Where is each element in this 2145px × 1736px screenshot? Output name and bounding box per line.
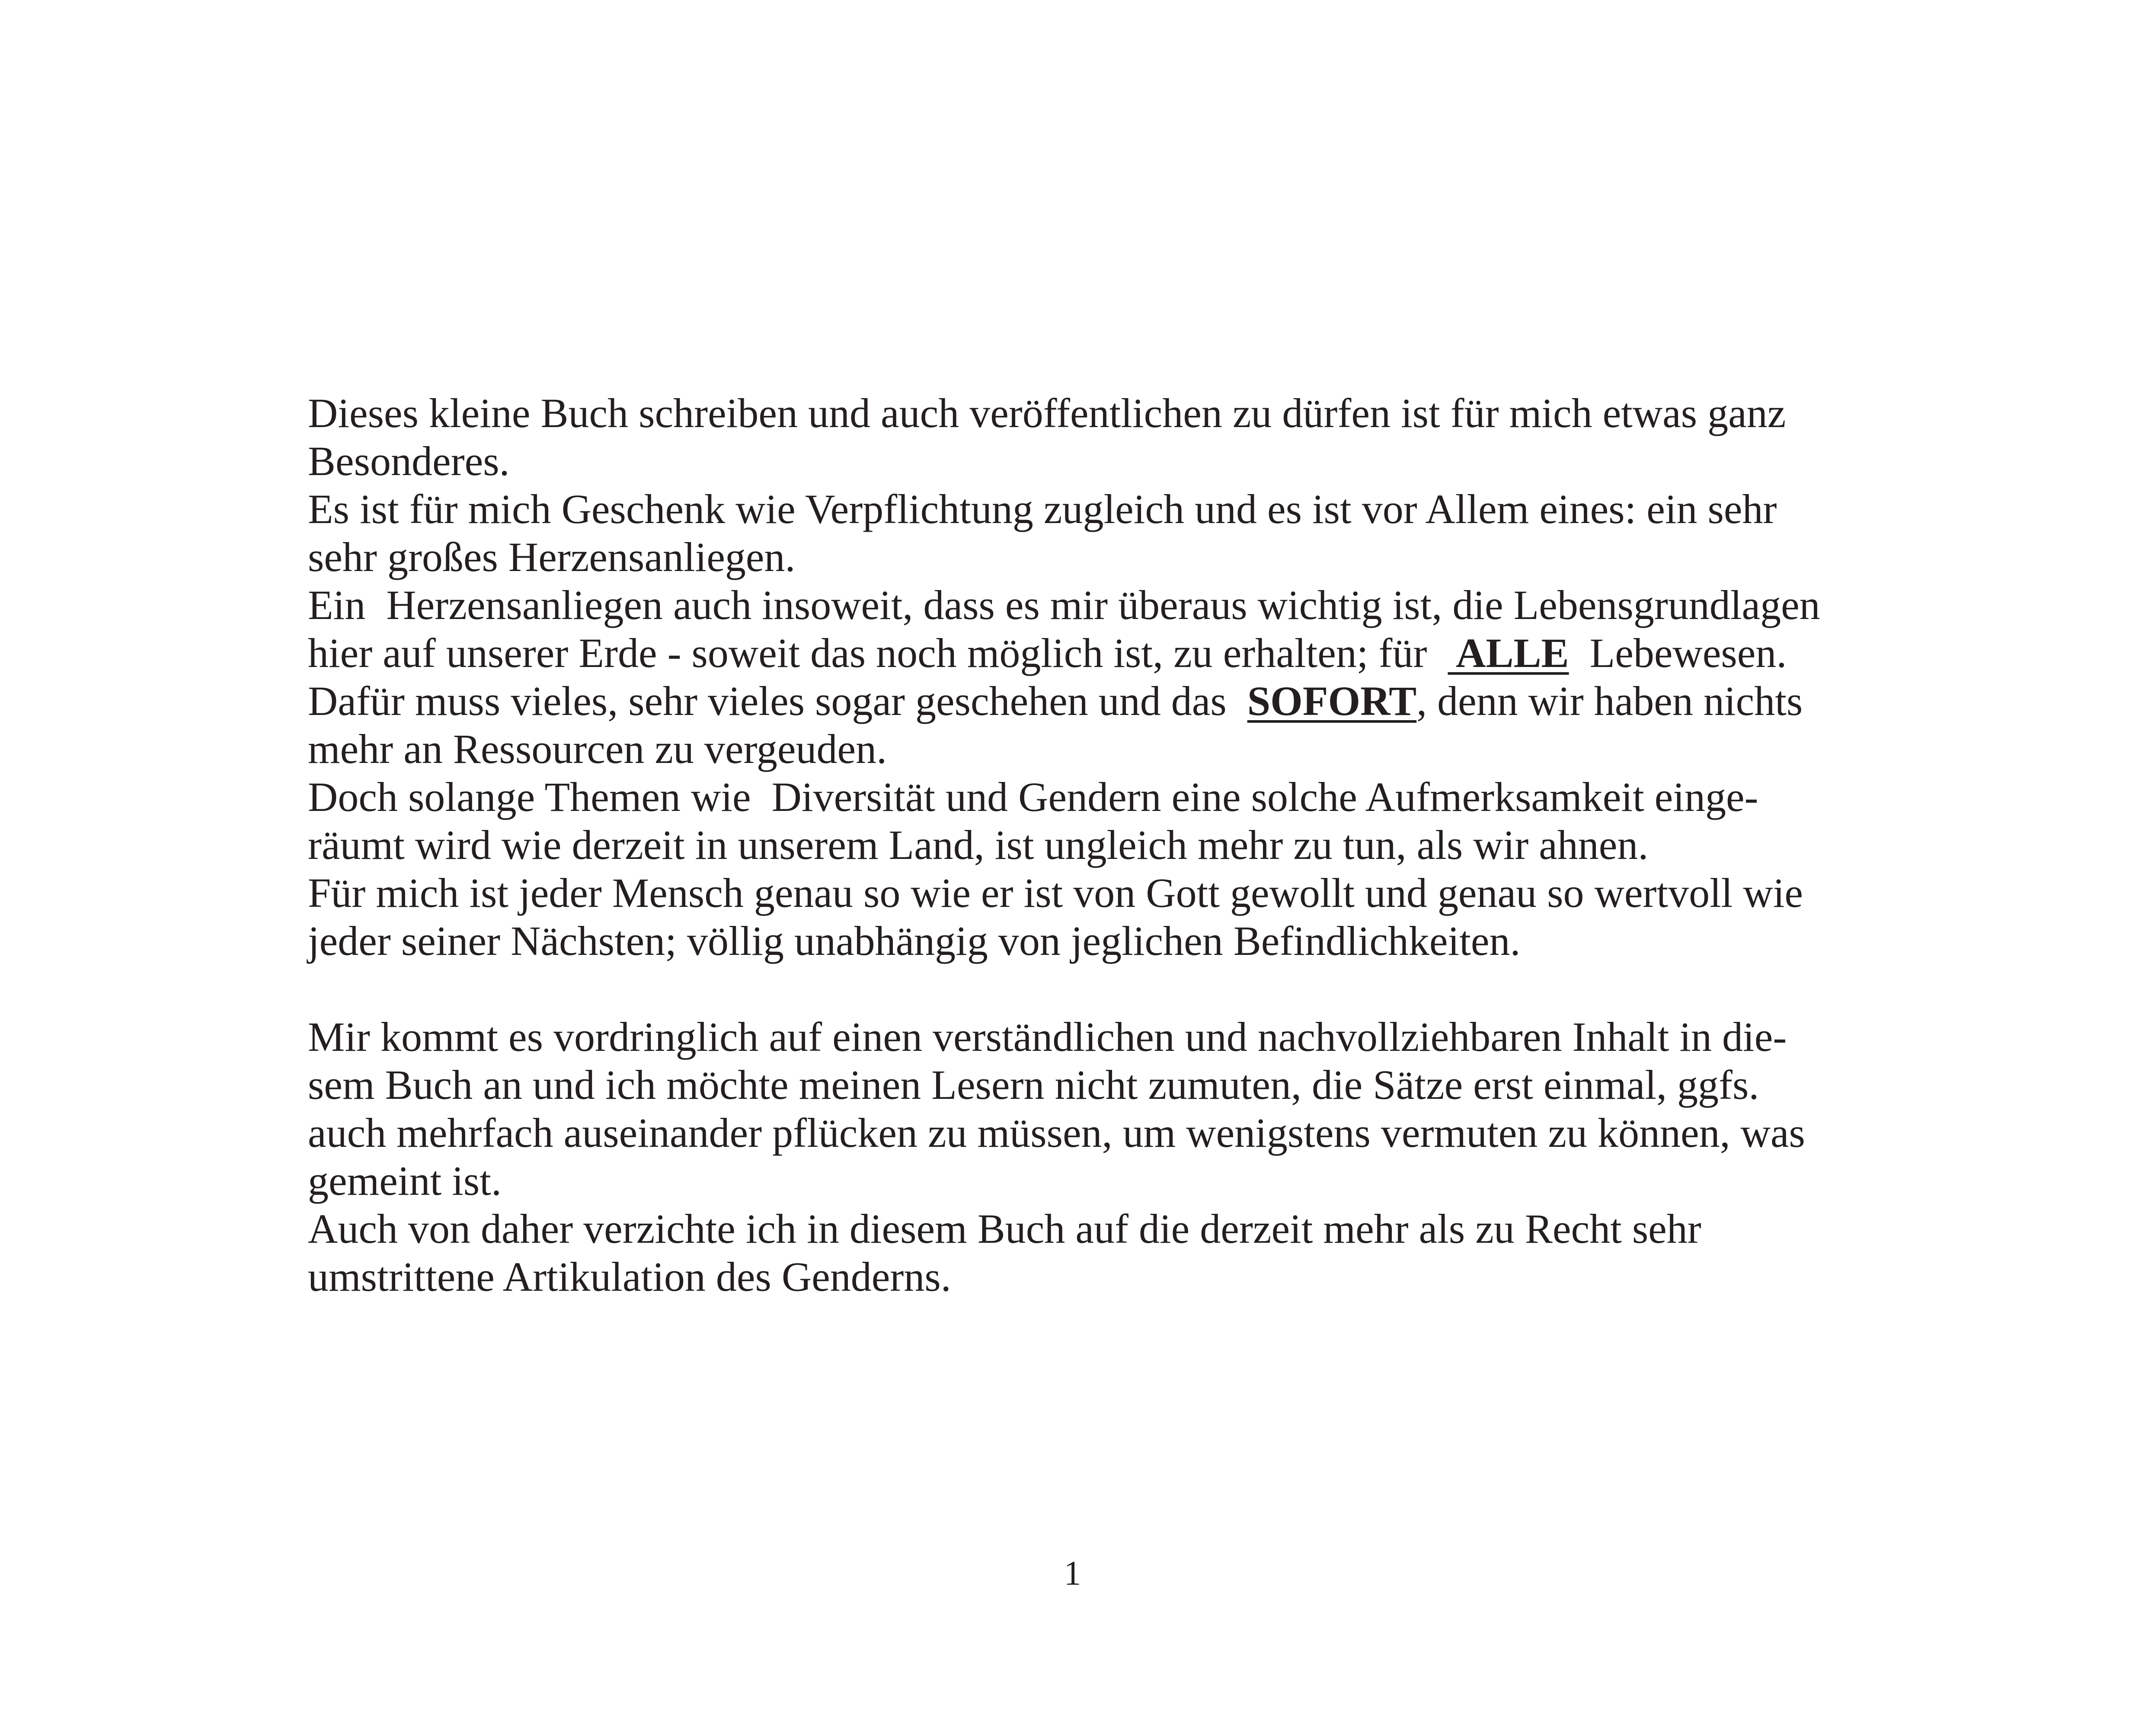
text-line: sehr großes Herzensanliegen. (308, 534, 796, 580)
text-line: Doch solange Themen wie Diversität und Gendern eine solche Aufmerksamkeit einge- (308, 774, 1758, 820)
text-line: Für mich ist jeder Mensch genau so wie er ist von Gott gewollt und genau so wertvoll wie (308, 870, 1803, 916)
text-line-with-emphasis (308, 677, 1951, 725)
text-line: jeder seiner Nächsten; völlig unabhängig von jeglichen Befindlichkeiten. (308, 918, 1521, 964)
text-line: Auch von daher verzichte ich in diesem Buch auf die derzeit mehr als zu Recht sehr (308, 1206, 1701, 1252)
paragraph-1 (308, 389, 1951, 965)
text-line: Ein Herzensanliegen auch insoweit, dass es mir überaus wichtig ist, die Lebensgrundlagen (308, 582, 1820, 628)
page-number: 1 (1064, 1554, 1081, 1592)
emphasis-sofort: SOFORT (1247, 678, 1417, 724)
text-segment: , denn wir haben nichts (1416, 678, 1803, 724)
text-line: mehr an Ressourcen zu vergeuden. (308, 726, 887, 772)
text-line-with-emphasis (308, 629, 1951, 677)
text-segment: Lebewesen. (1569, 630, 1787, 676)
text-line: umstrittene Artikulation des Genderns. (308, 1254, 951, 1300)
body-text (308, 389, 1951, 1301)
paragraph-spacer (308, 965, 1951, 1013)
text-line: Dieses kleine Buch schreiben und auch veröffentlichen zu dürfen ist für mich etwas ganz (308, 390, 1786, 436)
text-line: räumt wird wie derzeit in unserem Land, ist ungleich mehr zu tun, als wir ahnen. (308, 822, 1649, 868)
text-line: Besonderes. (308, 438, 510, 484)
paragraph-2 (308, 1013, 1951, 1301)
text-line: Es ist für mich Geschenk wie Verpflichtung zugleich und es ist vor Allem eines: ein sehr (308, 486, 1777, 532)
text-line: auch mehrfach auseinander pflücken zu müssen, um wenigstens vermuten zu können, was (308, 1110, 1805, 1156)
text-segment: Dafür muss vieles, sehr vieles sogar geschehen und das (308, 678, 1247, 724)
text-line: sem Buch an und ich möchte meinen Lesern nicht zumuten, die Sätze erst einmal, ggfs. (308, 1062, 1759, 1108)
text-segment: hier auf unserer Erde - soweit das noch möglich ist, zu erhalten; für (308, 630, 1448, 676)
text-line: Mir kommt es vordringlich auf einen verständlichen und nachvollziehbaren Inhalt in die- (308, 1014, 1787, 1060)
emphasis-alle: ALLE (1448, 630, 1569, 676)
text-line: gemeint ist. (308, 1158, 502, 1204)
